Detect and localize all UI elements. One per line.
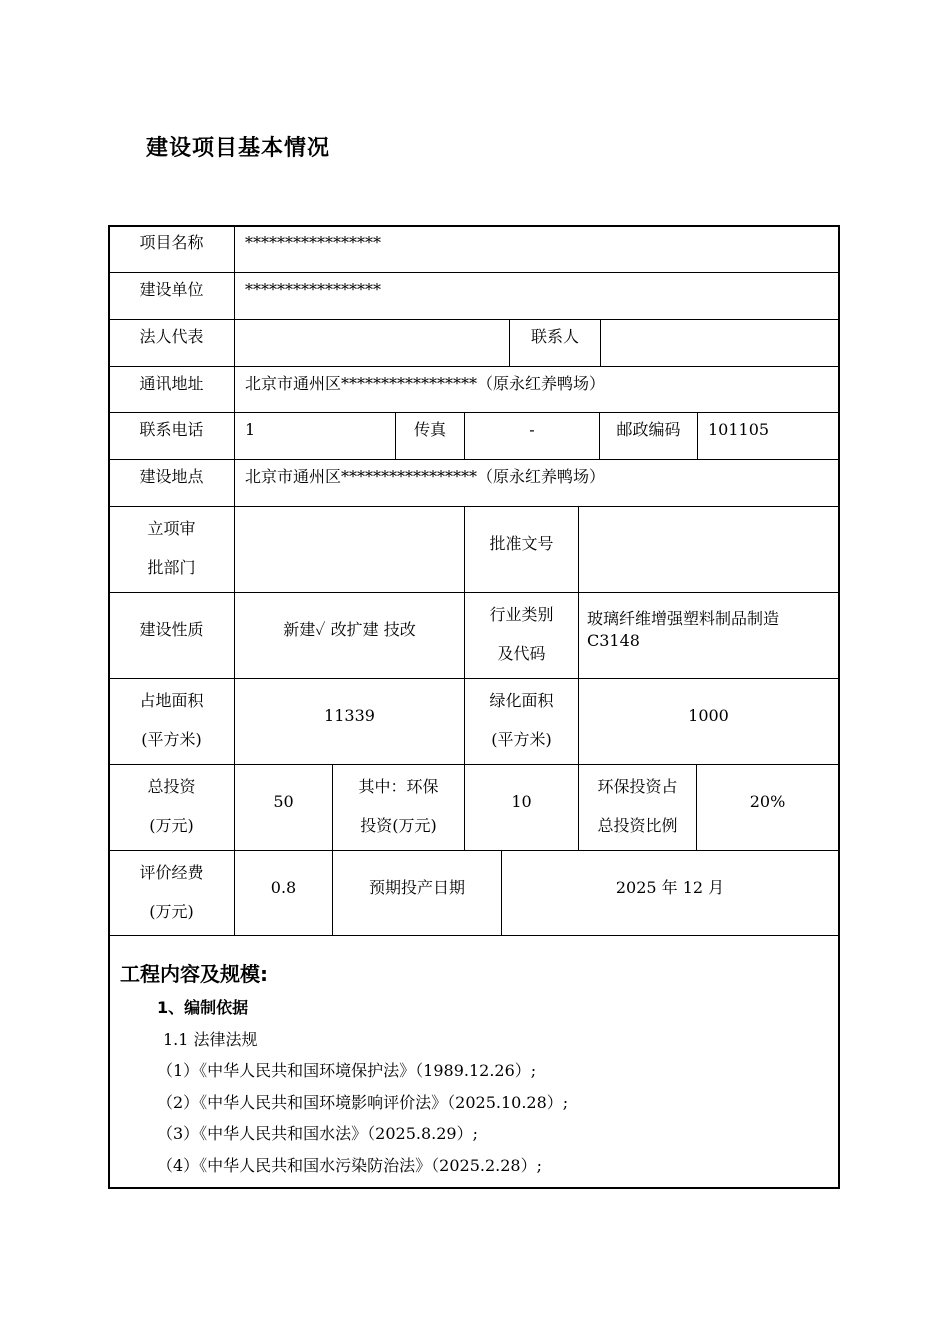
env-invest-value: 10 bbox=[511, 792, 532, 811]
industry-label bbox=[465, 591, 578, 677]
approval-no-value bbox=[579, 507, 838, 592]
env-invest-label-line2: 投资(万元) bbox=[360, 816, 437, 835]
invest-label-line2: (万元) bbox=[149, 816, 194, 835]
project-name-value: ***************** bbox=[245, 233, 381, 252]
postcode-value: 101105 bbox=[708, 420, 770, 439]
green-label-line1: 绿化面积 bbox=[489, 691, 554, 710]
contact-label: 联系人 bbox=[530, 327, 579, 346]
section-title: 工程内容及规模: bbox=[120, 962, 268, 986]
approval-dept-label-line2: 批部门 bbox=[147, 558, 196, 577]
invest-label-line1: 总投资 bbox=[147, 777, 196, 796]
green-label-line2: (平方米) bbox=[491, 730, 552, 749]
phone-value: 1 bbox=[245, 420, 256, 439]
sub-heading: 1.1 法律法规 bbox=[163, 1030, 258, 1049]
page-title: 建设项目基本情况 bbox=[146, 136, 331, 161]
ratio-label-line1: 环保投资占 bbox=[597, 777, 678, 796]
invest-value: 50 bbox=[273, 792, 294, 811]
postcode-label: 邮政编码 bbox=[616, 420, 681, 439]
legal-rep-value bbox=[235, 320, 509, 366]
fee-value: 0.8 bbox=[270, 878, 297, 897]
fee-label bbox=[109, 849, 234, 935]
area-label bbox=[109, 677, 234, 763]
area-value: 11339 bbox=[324, 706, 375, 725]
site-label: 建设地点 bbox=[139, 467, 204, 486]
list-item: （1）《中华人民共和国环境保护法》（1989.12.26）; bbox=[157, 1061, 537, 1080]
legal-rep-label: 法人代表 bbox=[139, 327, 204, 346]
prod-date-value: 2025 年 12 月 bbox=[615, 878, 725, 897]
contact-value bbox=[601, 320, 838, 366]
site-value: 北京市通州区*****************（原永红养鸭场） bbox=[245, 467, 606, 486]
industry-value-line1: 玻璃纤维增强塑料制品制造 bbox=[587, 608, 780, 628]
ratio-label-line2: 总投资比例 bbox=[597, 816, 678, 835]
env-invest-label bbox=[333, 763, 464, 849]
nature-label: 建设性质 bbox=[139, 620, 204, 639]
env-invest-label-line1: 其中：环保 bbox=[358, 777, 439, 796]
phone-label: 联系电话 bbox=[139, 420, 204, 439]
approval-no-label: 批准文号 bbox=[489, 534, 554, 553]
list-item: （3）《中华人民共和国水法》（2025.8.29）; bbox=[157, 1124, 479, 1143]
ratio-value: 20% bbox=[749, 792, 786, 811]
approval-dept-label-line1: 立项审 bbox=[147, 519, 196, 538]
address-label: 通讯地址 bbox=[139, 374, 204, 393]
approval-dept-value bbox=[235, 507, 464, 592]
list-item: （4）《中华人民共和国水污染防治法》（2025.2.28）; bbox=[157, 1156, 543, 1175]
subsection-title: 1、编制依据 bbox=[157, 998, 249, 1017]
fax-label: 传真 bbox=[413, 420, 446, 439]
area-label-line2: (平方米) bbox=[141, 730, 202, 749]
project-name-label: 项目名称 bbox=[139, 233, 204, 252]
fee-label-line2: (万元) bbox=[149, 902, 194, 921]
builder-value: ***************** bbox=[245, 280, 381, 299]
list-item: （2）《中华人民共和国环境影响评价法》（2025.10.28）; bbox=[157, 1093, 569, 1112]
industry-label-line2: 及代码 bbox=[497, 644, 546, 663]
approval-dept-label bbox=[109, 505, 234, 591]
green-label bbox=[465, 677, 578, 763]
prod-date-label: 预期投产日期 bbox=[368, 878, 465, 897]
fax-value: - bbox=[529, 420, 535, 439]
nature-value: 新建✓ 改扩建 技改 bbox=[283, 620, 416, 639]
industry-value bbox=[579, 593, 838, 678]
fee-label-line1: 评价经费 bbox=[139, 863, 204, 882]
row-divider bbox=[109, 935, 839, 936]
industry-value-line2: C3148 bbox=[587, 630, 640, 650]
ratio-label bbox=[579, 763, 696, 849]
builder-label: 建设单位 bbox=[139, 280, 204, 299]
industry-label-line1: 行业类别 bbox=[489, 605, 554, 624]
green-value: 1000 bbox=[688, 706, 729, 725]
invest-label bbox=[109, 763, 234, 849]
address-value: 北京市通州区*****************（原永红养鸭场） bbox=[245, 374, 606, 393]
area-label-line1: 占地面积 bbox=[139, 691, 204, 710]
